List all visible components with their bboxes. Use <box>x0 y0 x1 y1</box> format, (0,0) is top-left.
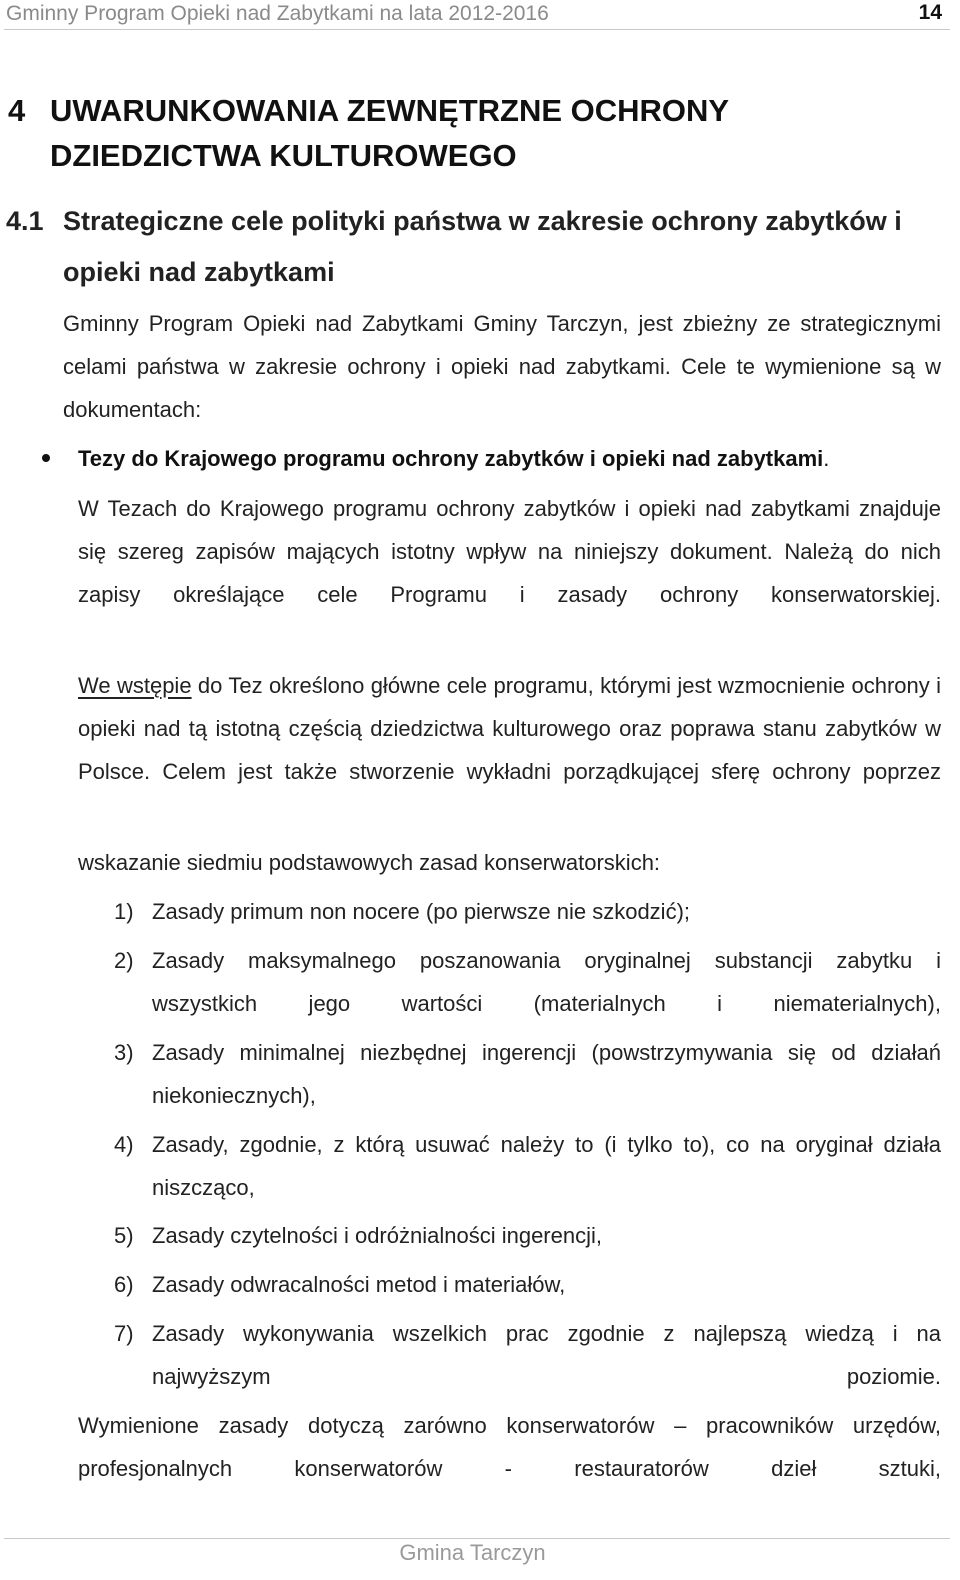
wstep-paragraph <box>78 664 941 836</box>
bullet-item-tail: . <box>823 446 830 471</box>
list-item-number: 5) <box>114 1223 134 1248</box>
header-title: Gminny Program Opieki nad Zabytkami na lata 2012-2016 <box>6 2 549 25</box>
list-item-number: 6) <box>114 1272 134 1297</box>
wstep-rest: do Tez określono główne cele programu, którymi jest wzmocnienie ochrony i opieki nad tą istotną częścią dziedzictwa kulturowego oraz poprawa stanu zabytków w Polsce. Celem jest także stworzenie wykładni porządkującej sferę ochrony poprzez <box>78 673 941 784</box>
list-item-number: 3) <box>114 1040 134 1065</box>
closing-paragraph: Wymienione zasady dotyczą zarówno konserwatorów – pracowników urzędów, profesjonalnych konserwatorów - restauratorów dzieł sztuki, <box>78 1413 941 1481</box>
page-number: 14 <box>918 1 942 24</box>
header-divider <box>4 29 950 30</box>
list-item-number: 7) <box>114 1321 134 1346</box>
list-item: Zasady minimalnej niezbędnej ingerencji (powstrzymywania się od działań niekoniecznych), <box>152 1040 941 1108</box>
list-item-number: 1) <box>114 899 134 924</box>
bullet-item-title: Tezy do Krajowego programu ochrony zabytków i opieki nad zabytkami <box>78 446 824 471</box>
list-item: Zasady wykonywania wszelkich prac zgodnie z najlepszą wiedzą i na najwyższym poziomie. <box>152 1321 941 1389</box>
tezy-paragraph: W Tezach do Krajowego programu ochrony zabytków i opieki nad zabytkami znajduje się szereg zapisów mających istotny wpływ na niniejszy dokument. Należą do nich zapisy określające cele Programu i zasady ochrony konserwatorskiej. <box>78 496 941 607</box>
section-number: 4.1 <box>6 206 44 236</box>
page-header <box>0 0 960 30</box>
page-footer: Gmina Tarczyn <box>399 1540 546 1565</box>
list-item: Zasady czytelności i odróżnialności ingerencji, <box>152 1223 602 1248</box>
list-item: Zasady odwracalności metod i materiałów, <box>152 1272 566 1297</box>
wstep-underlined: We wstępie <box>78 673 192 698</box>
bullet-icon <box>42 454 50 462</box>
list-item: Zasady maksymalnego poszanowania oryginalnej substancji zabytku i wszystkich jego wartości (materialnych i niematerialnych), <box>152 948 941 1016</box>
list-item-number: 2) <box>114 948 134 973</box>
chapter-number: 4 <box>8 93 26 128</box>
bullet-item <box>78 437 948 480</box>
list-item: Zasady, zgodnie, z którą usuwać należy to (i tylko to), co na oryginał działa niszcząco, <box>152 1132 941 1200</box>
list-item-number: 4) <box>114 1132 134 1157</box>
list-item: Zasady primum non nocere (po pierwsze nie szkodzić); <box>152 899 691 924</box>
list-intro: wskazanie siedmiu podstawowych zasad konserwatorskich: <box>78 850 661 875</box>
chapter-title: UWARUNKOWANIA ZEWNĘTRZNE OCHRONY DZIEDZICTWA KULTUROWEGO <box>50 93 729 173</box>
section-title: Strategiczne cele polityki państwa w zakresie ochrony zabytków i opieki nad zabytkami <box>63 206 902 287</box>
intro-paragraph: Gminny Program Opieki nad Zabytkami Gminy Tarczyn, jest zbieżny ze strategicznymi celami państwa w zakresie ochrony i opieki nad zabytkami. Cele te wymienione są w dokumentach: <box>63 311 941 422</box>
